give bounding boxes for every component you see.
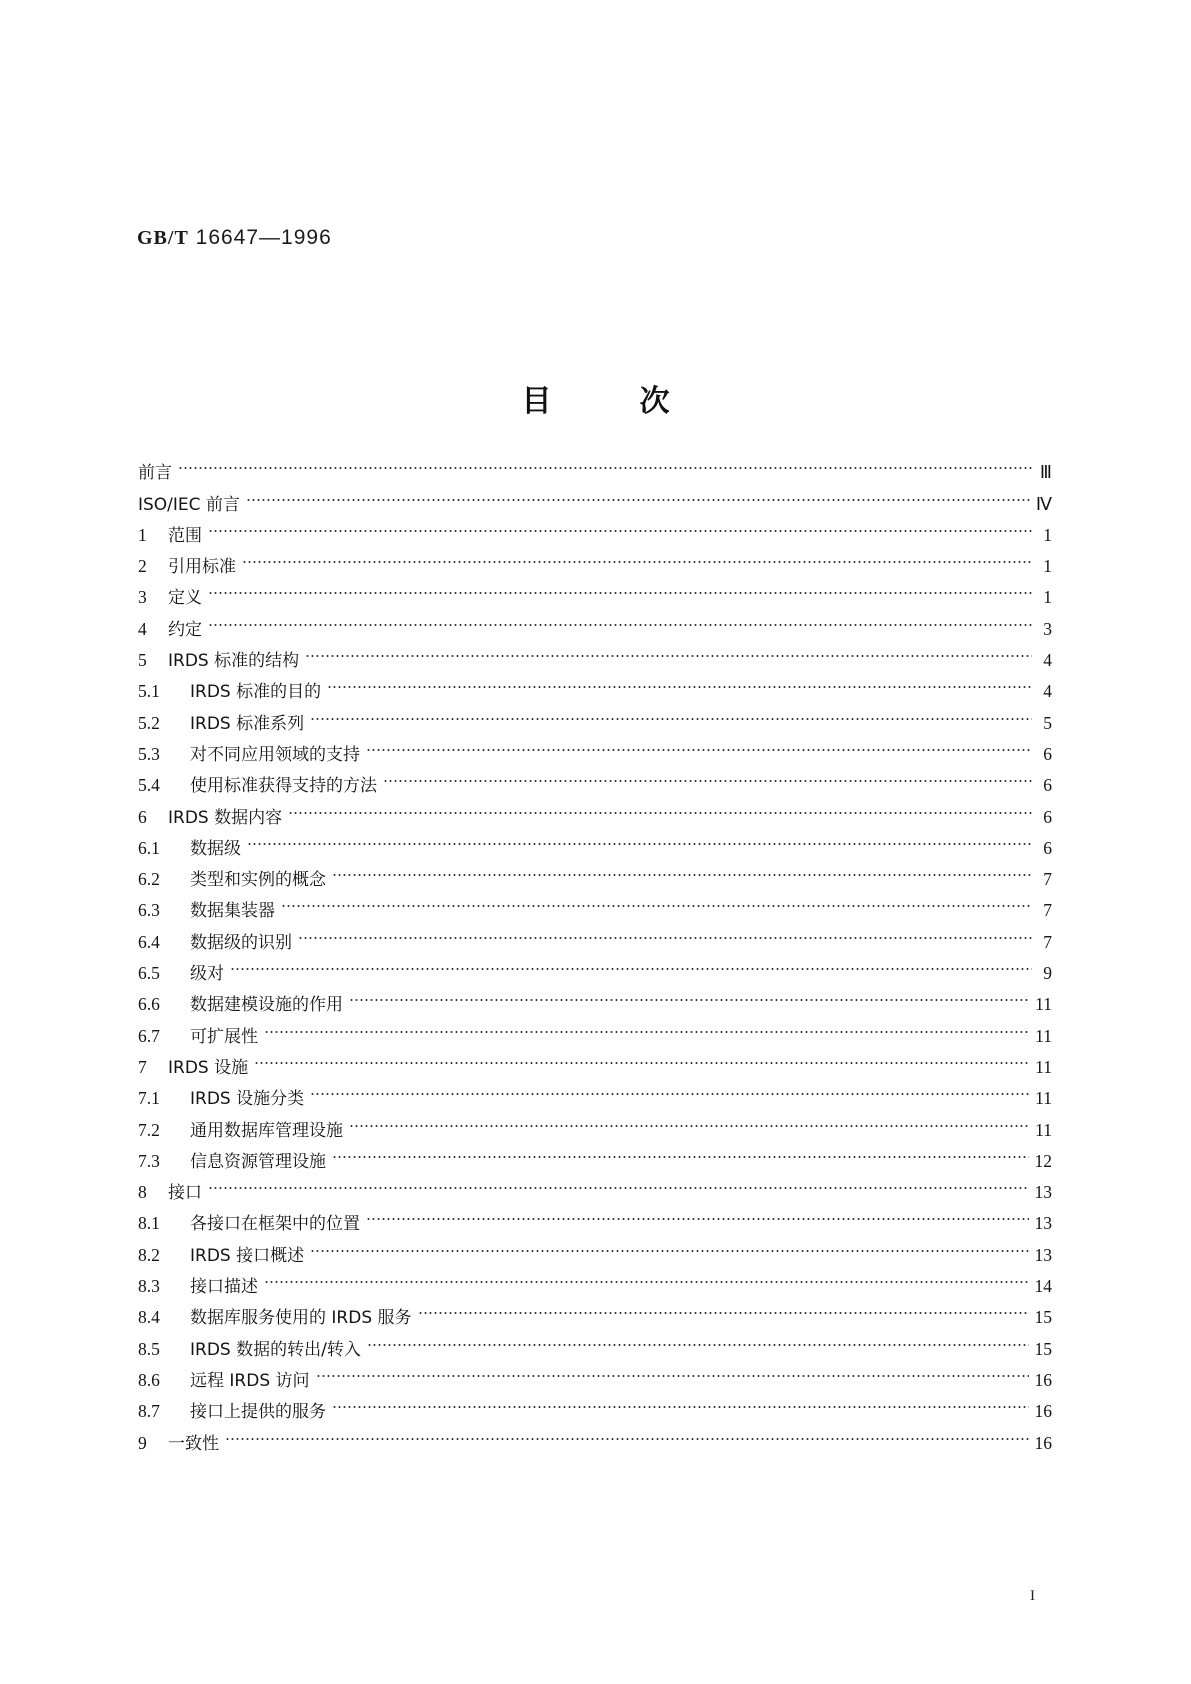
toc-entry[interactable] <box>138 1073 1052 1110</box>
toc-entry[interactable] <box>138 979 1052 1016</box>
toc-entry-page: 1 <box>1043 587 1052 608</box>
toc-entry-number: 3 <box>138 587 147 608</box>
dot-leader <box>327 666 1032 697</box>
toc-entry-number: 8.3 <box>138 1276 160 1297</box>
dot-leader <box>208 510 1032 541</box>
toc-entry-page: 6 <box>1043 837 1052 858</box>
toc-entry-number: 4 <box>138 618 147 639</box>
toc-entry-page: 13 <box>1034 1182 1052 1203</box>
toc-entry-label: 接口上提供的服务 <box>190 1402 326 1423</box>
toc-entry-page: 15 <box>1034 1338 1052 1359</box>
toc-entry-page: 14 <box>1034 1276 1052 1297</box>
dot-leader <box>349 1104 1029 1135</box>
toc-entry-number: 9 <box>138 1432 147 1453</box>
toc-entry[interactable] <box>138 823 1052 859</box>
standard-code-prefix: GB/T <box>137 227 189 249</box>
toc-entry-label: 定义 <box>168 588 202 609</box>
toc-entry-page: 11 <box>1035 1056 1052 1077</box>
toc-entry-page: 1 <box>1043 524 1052 545</box>
toc-entry[interactable] <box>138 541 1052 578</box>
toc-entry-number: 7.1 <box>138 1088 160 1109</box>
toc-entry-label: 类型和实例的概念 <box>190 870 326 891</box>
toc-entry[interactable] <box>138 1292 1052 1329</box>
toc-entry-label: IRDS 设施 <box>168 1057 249 1078</box>
dot-leader <box>310 697 1032 728</box>
toc-title <box>0 376 1191 420</box>
dot-leader <box>332 1386 1029 1417</box>
toc-entry[interactable] <box>138 948 1052 985</box>
toc-entry[interactable] <box>138 603 1052 640</box>
toc-title-char-2: 次 <box>639 384 670 419</box>
toc-entry-page: 5 <box>1043 712 1052 733</box>
toc-entry[interactable] <box>138 478 1052 515</box>
toc-entry-page: 4 <box>1043 681 1052 702</box>
toc-entry-page: 13 <box>1034 1244 1052 1265</box>
toc-entry-page: 11 <box>1035 1119 1052 1140</box>
toc-entry-page: Ⅲ <box>1039 462 1052 483</box>
dot-leader <box>225 1417 1029 1448</box>
toc-entry[interactable] <box>138 854 1052 891</box>
toc-entry-label: 数据级 <box>190 838 241 859</box>
dot-leader <box>366 729 1032 760</box>
standard-code-number: 16647—1996 <box>195 226 332 249</box>
toc-entry[interactable] <box>138 1417 1052 1454</box>
toc-entry-number: 6.6 <box>138 994 160 1015</box>
toc-entry-number: 1 <box>138 524 147 545</box>
toc-entry-label: 远程 IRDS 访问 <box>190 1370 310 1391</box>
toc-entry-page: 9 <box>1043 963 1052 984</box>
toc-entry-label: 约定 <box>168 619 202 640</box>
dot-leader <box>281 885 1032 916</box>
toc-entry-page: 13 <box>1034 1213 1052 1234</box>
toc-entry-page: 12 <box>1034 1150 1052 1171</box>
toc-entry-page: 4 <box>1043 650 1052 671</box>
toc-entry-label: IRDS 标准系列 <box>190 713 305 734</box>
toc-entry-page: 11 <box>1035 994 1052 1015</box>
toc-entry[interactable] <box>138 510 1052 546</box>
toc-entry[interactable] <box>138 1042 1052 1078</box>
toc-entry-page: 7 <box>1043 900 1052 921</box>
dot-leader <box>288 791 1032 822</box>
toc-entry-number: 8 <box>138 1182 147 1203</box>
toc-entry-label: 信息资源管理设施 <box>190 1151 326 1172</box>
toc-entry-number: 8.5 <box>138 1338 160 1359</box>
toc-entry-number: 6.7 <box>138 1025 160 1046</box>
dot-leader <box>230 948 1032 979</box>
toc-entry-number: 6 <box>138 806 147 827</box>
toc-entry-page: 6 <box>1043 775 1052 796</box>
toc-entry-label: 前言 <box>138 463 172 484</box>
toc-entry-page: 11 <box>1035 1025 1052 1046</box>
toc-entry-label: 对不同应用领域的支持 <box>190 744 360 765</box>
toc-entry-number: 8.6 <box>138 1369 160 1390</box>
toc-entry-number: 6.1 <box>138 837 160 858</box>
toc-entry[interactable] <box>138 572 1052 609</box>
toc-entry[interactable] <box>138 916 1052 953</box>
standard-code <box>137 226 332 250</box>
dot-leader <box>367 1323 1029 1354</box>
dot-leader <box>310 1229 1028 1260</box>
toc-entry-number: 6.3 <box>138 900 160 921</box>
toc-entry[interactable] <box>138 1261 1052 1298</box>
toc-entry-page: 16 <box>1034 1432 1052 1453</box>
toc-entry-label: 接口 <box>168 1183 202 1204</box>
toc-entry-page: 16 <box>1034 1401 1052 1422</box>
toc-entry-label: IRDS 数据的转出/转入 <box>190 1339 361 1360</box>
dot-leader <box>178 447 1032 478</box>
toc-entry-label: 范围 <box>168 525 202 546</box>
toc-entry-label: 使用标准获得支持的方法 <box>190 776 377 797</box>
toc-entry-number: 6.2 <box>138 869 160 890</box>
dot-leader <box>247 823 1032 854</box>
toc-entry-number: 5.2 <box>138 712 160 733</box>
toc-entry[interactable] <box>138 447 1052 484</box>
toc-entry-label: 可扩展性 <box>190 1026 258 1047</box>
toc-entry-page: 7 <box>1043 931 1052 952</box>
dot-leader <box>349 979 1029 1010</box>
toc-entry-number: 7.3 <box>138 1150 160 1171</box>
toc-entry[interactable] <box>138 635 1052 672</box>
toc-entry-page: 6 <box>1043 806 1052 827</box>
toc-entry-number: 7 <box>138 1056 147 1077</box>
toc-entry-page: 1 <box>1043 556 1052 577</box>
dot-leader <box>316 1355 1029 1386</box>
toc-entry-number: 2 <box>138 556 147 577</box>
dot-leader <box>366 1198 1029 1229</box>
toc-entry-label: IRDS 设施分类 <box>190 1089 305 1110</box>
toc-entry-page: 6 <box>1043 743 1052 764</box>
table-of-contents <box>138 447 1052 1454</box>
toc-entry-page: 3 <box>1043 618 1052 639</box>
toc-entry-label: 一致性 <box>168 1433 219 1454</box>
toc-entry-label: 引用标准 <box>168 557 236 578</box>
dot-leader <box>310 1073 1029 1104</box>
toc-entry-label: 通用数据库管理设施 <box>190 1120 343 1141</box>
toc-entry-page: 7 <box>1043 869 1052 890</box>
toc-entry-label: 数据集装器 <box>190 901 275 922</box>
toc-entry-number: 8.2 <box>138 1244 160 1265</box>
dot-leader <box>383 760 1032 791</box>
dot-leader <box>418 1292 1029 1323</box>
toc-entry-label: IRDS 标准的结构 <box>168 651 300 672</box>
toc-entry-page: 16 <box>1034 1369 1052 1390</box>
dot-leader <box>264 1010 1029 1041</box>
dot-leader <box>298 916 1032 947</box>
toc-entry-label: 接口描述 <box>190 1277 258 1298</box>
dot-leader <box>208 1167 1029 1198</box>
toc-entry-number: 8.7 <box>138 1401 160 1422</box>
dot-leader <box>332 854 1032 885</box>
toc-entry-label: 级对 <box>190 964 224 985</box>
toc-entry-number: 5 <box>138 650 147 671</box>
dot-leader <box>242 541 1032 572</box>
toc-entry-label: IRDS 数据内容 <box>168 807 283 828</box>
dot-leader <box>246 478 1030 509</box>
toc-entry-label: ISO/IEC 前言 <box>138 494 240 515</box>
toc-entry-number: 5.4 <box>138 775 160 796</box>
dot-leader <box>264 1261 1029 1292</box>
dot-leader <box>305 635 1032 666</box>
dot-leader <box>208 603 1032 634</box>
toc-entry-label: 各接口在框架中的位置 <box>190 1214 360 1235</box>
toc-entry-number: 8.1 <box>138 1213 160 1234</box>
toc-entry-label: IRDS 接口概述 <box>190 1245 305 1266</box>
toc-entry-number: 5.1 <box>138 681 160 702</box>
toc-entry[interactable] <box>138 1010 1052 1047</box>
toc-entry-label: 数据级的识别 <box>190 932 292 953</box>
toc-entry-label: 数据库服务使用的 IRDS 服务 <box>190 1308 412 1329</box>
toc-entry-page: Ⅳ <box>1035 493 1052 514</box>
toc-entry-number: 8.4 <box>138 1307 160 1328</box>
toc-title-char-1: 目 <box>521 384 552 419</box>
dot-leader <box>208 572 1032 603</box>
toc-entry-page: 11 <box>1035 1088 1052 1109</box>
toc-entry-number: 6.4 <box>138 931 160 952</box>
toc-entry[interactable] <box>138 1198 1052 1235</box>
toc-entry-label: IRDS 标准的目的 <box>190 682 322 703</box>
toc-entry-number: 5.3 <box>138 743 160 764</box>
toc-entry[interactable] <box>138 1167 1052 1204</box>
toc-entry-number: 7.2 <box>138 1119 160 1140</box>
toc-entry-label: 数据建模设施的作用 <box>190 995 343 1016</box>
toc-entry-page: 15 <box>1034 1307 1052 1328</box>
dot-leader <box>332 1136 1029 1167</box>
page-folio: I <box>1030 1588 1035 1604</box>
toc-entry-number: 6.5 <box>138 963 160 984</box>
dot-leader <box>254 1042 1029 1073</box>
